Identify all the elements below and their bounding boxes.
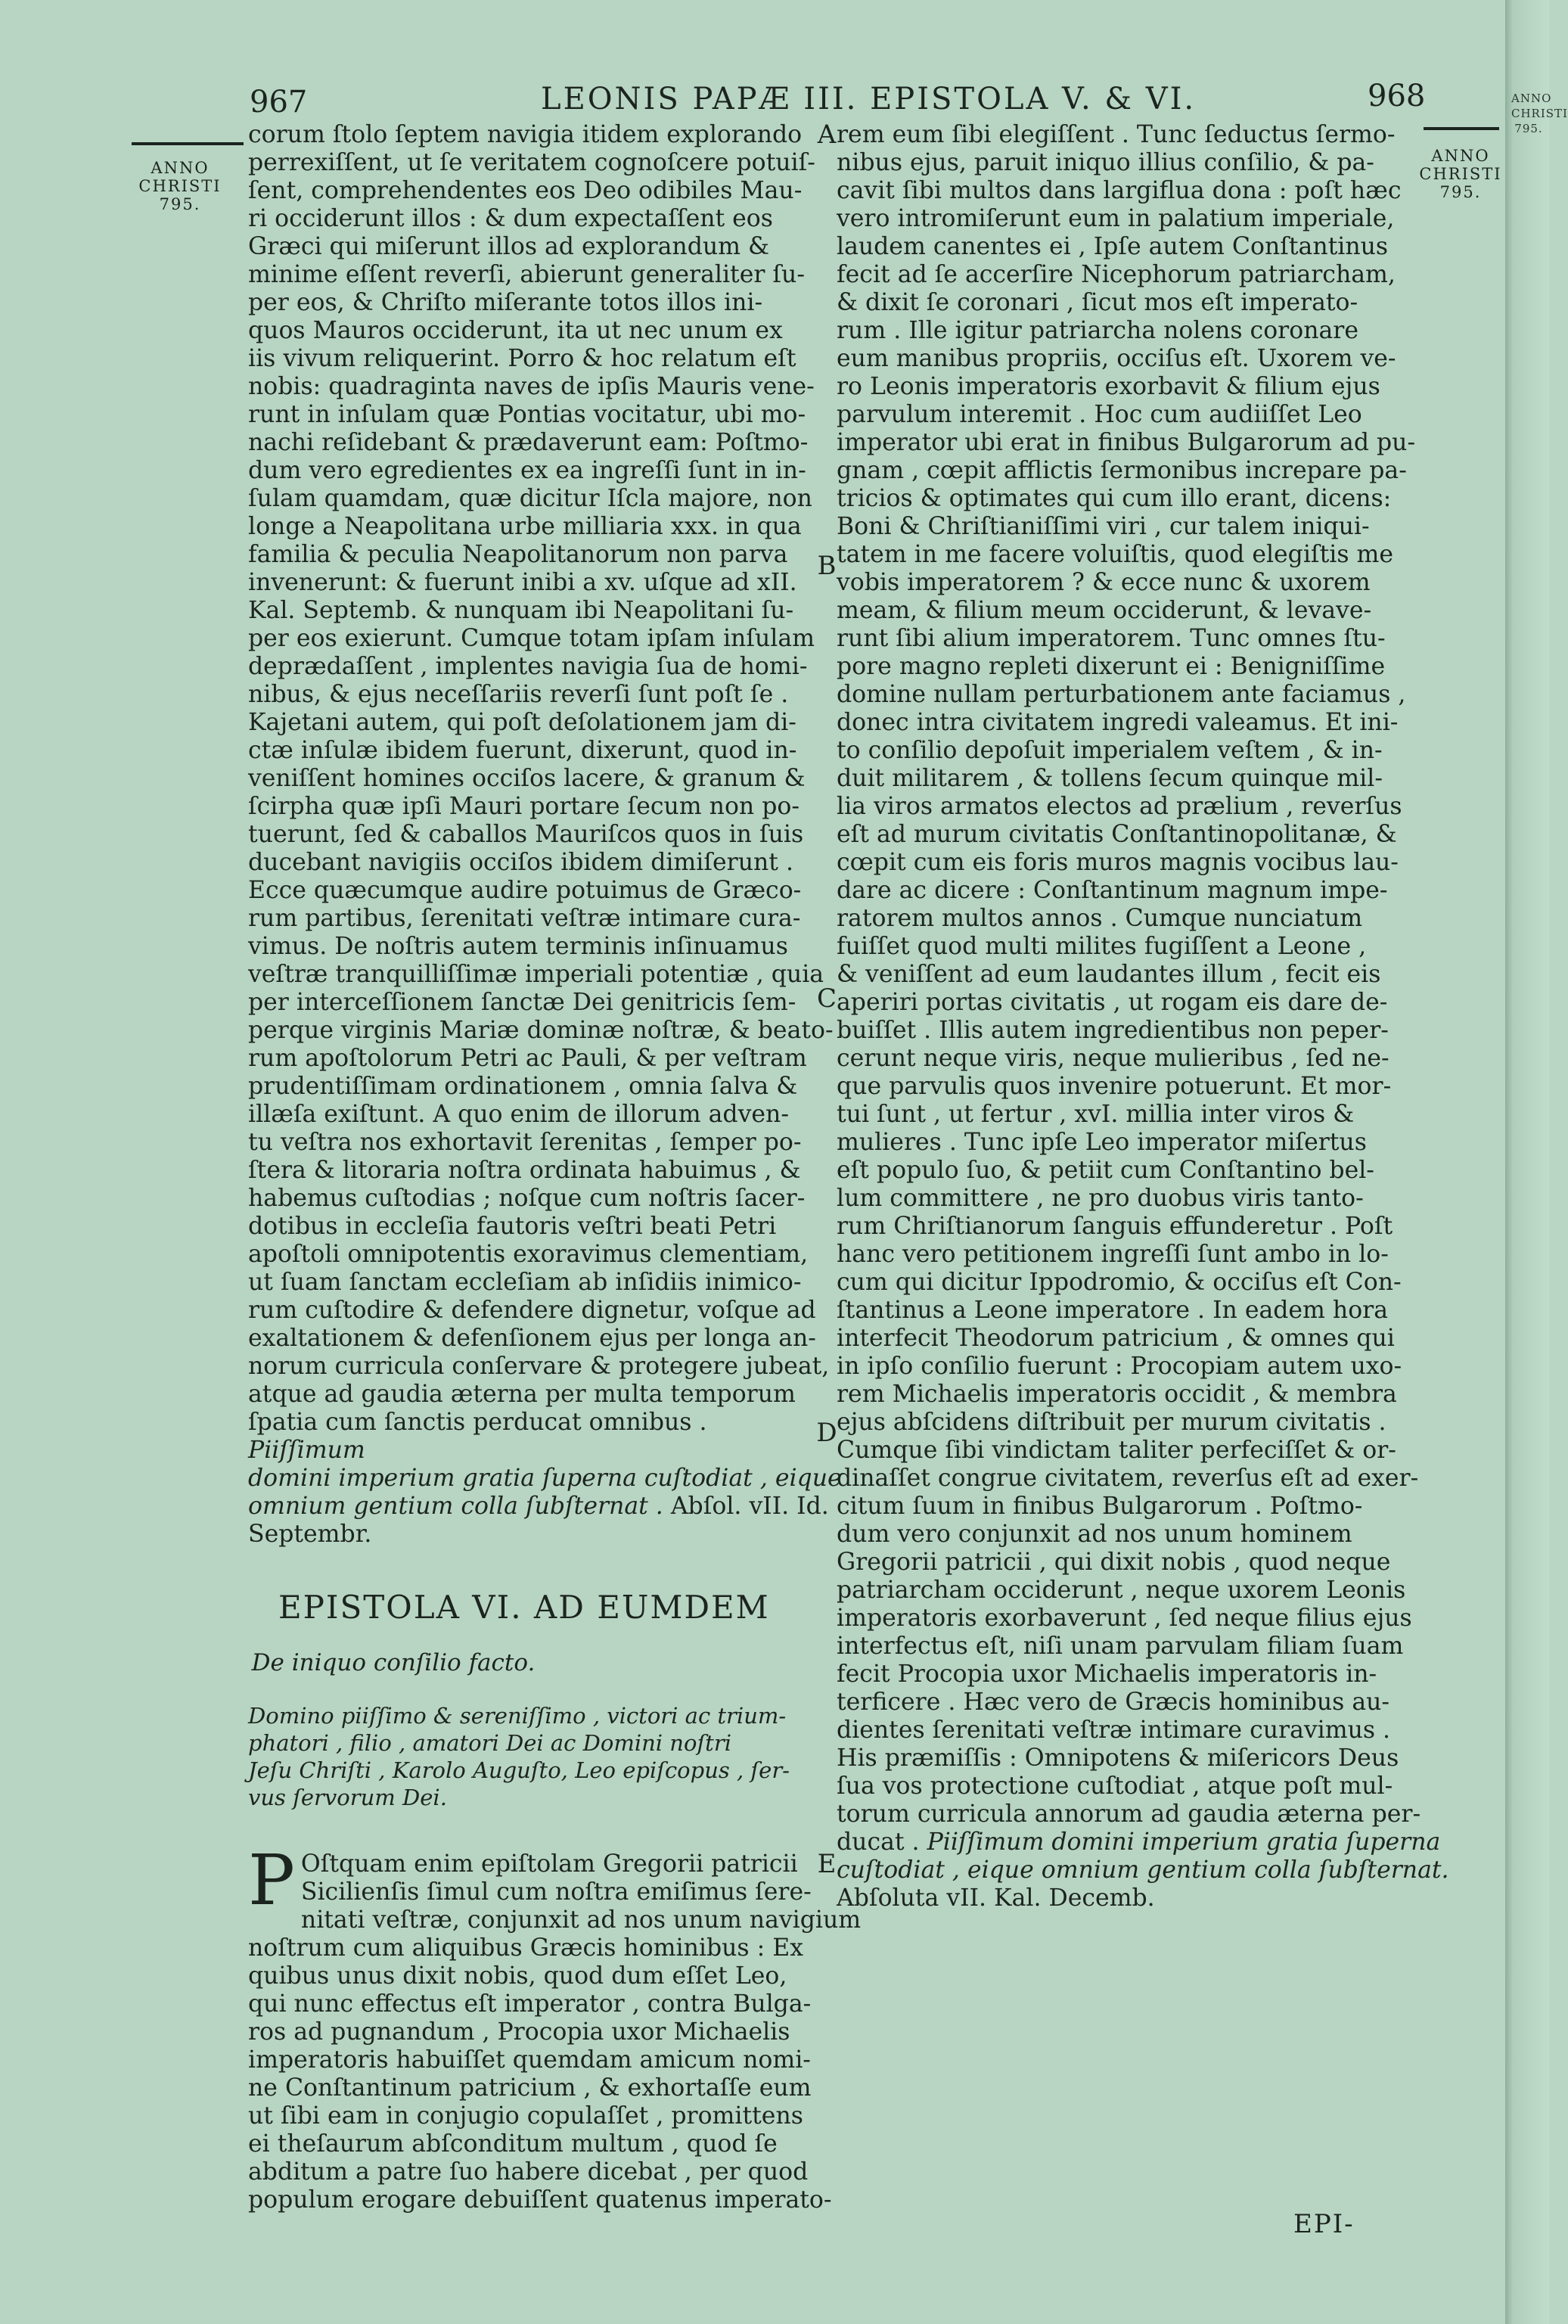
- text-line: domine nullam perturbationem ante faciamus ,: [837, 681, 1406, 708]
- catchword: EPI-: [1293, 2209, 1355, 2239]
- section-marker-d: D: [816, 1418, 837, 1448]
- text-line: corum ſtolo ſeptem navigia itidem explorando: [248, 121, 803, 148]
- epistle6-body: [248, 1840, 862, 2214]
- text-line: interfecit Theodorum patricium , & omnes qui: [837, 1325, 1395, 1352]
- margin-note-line: ANNO: [1431, 147, 1490, 165]
- text-line: atque ad gaudia æterna per multa temporum: [248, 1381, 796, 1408]
- text-line: laudem canentes ei , Ipſe autem Conſtantinus: [837, 233, 1389, 260]
- text-line: rum Chriſtianorum ſanguis effunderetur . Poſt: [837, 1213, 1393, 1240]
- text-line: citum ſuum in finibus Bulgarorum . Poſtmo-: [837, 1493, 1363, 1520]
- right-closing-line-1: [837, 1828, 1441, 1856]
- text-line: rem eum ſibi elegiſſent . Tunc ſeductus ſermo-: [837, 121, 1396, 148]
- page-number-right: 968: [1368, 79, 1426, 113]
- text-line: norum curricula conſervare & protegere jubeat,: [248, 1353, 830, 1380]
- text-line: eſt ad murum civitatis Conſtantinopolitanæ, &: [837, 821, 1397, 848]
- text-line: exaltationem & defenſionem ejus per longa an-: [248, 1325, 816, 1352]
- margin-note-line: ANNO: [151, 159, 210, 177]
- text-line: Cumque ſibi vindictam taliter perfeciſſet & or-: [837, 1437, 1396, 1464]
- text-line: qui nunc effectus eſt imperator , contra Bulga-: [248, 1990, 812, 2018]
- text-line: invenerunt: & fuerunt inibi a xv. uſque ad xII.: [248, 569, 797, 596]
- text-line: ducebant navigiis occiſos ibidem dimiſerunt .: [248, 849, 793, 876]
- epistle-subtitle: De iniquo conſilio facto.: [251, 1649, 536, 1676]
- text-line: fecit Procopia uxor Michaelis imperatoris in-: [837, 1661, 1377, 1688]
- text-line: terficere . Hæc vero de Græcis hominibus au-: [837, 1689, 1390, 1716]
- text-line: duit militarem , & tollens ſecum quinque mil-: [837, 765, 1383, 792]
- text-line: pore magno repleti dixerunt ei : Benigniſſime: [837, 653, 1386, 680]
- margin-rule-left: [132, 142, 244, 145]
- text-line: & veniſſent ad eum laudantes illum , fecit eis: [837, 961, 1381, 988]
- text-line: perque virginis Mariæ dominæ noſtræ, & beato-: [248, 1017, 834, 1044]
- text-line: dare ac dicere : Conſtantinum magnum impe-: [837, 877, 1388, 904]
- text-line: longe a Neapolitana urbe milliaria xxx. in qua: [248, 513, 802, 540]
- text-line: deprædaſſent , implentes navigia ſua de homi-: [248, 653, 808, 680]
- edge-margin-line: ANNO: [1511, 92, 1552, 105]
- salutation: [248, 1702, 790, 1811]
- text-line: lia viros armatos electos ad prælium , reverſus: [837, 793, 1402, 820]
- left-closing-line-2: domini imperium gratia ſuperna cuſtodiat , eique: [248, 1465, 842, 1492]
- text-line: habemus cuſtodias ; noſque cum noſtris ſacer-: [248, 1185, 806, 1212]
- next-page-edge: [1505, 0, 1568, 2324]
- left-closing-date: Abſol. vII. Id.: [670, 1493, 829, 1520]
- text-line: dientes ſerenitati veſtræ intimare curavimus .: [837, 1717, 1391, 1744]
- text-line: ros ad pugnandum , Procopia uxor Michaelis: [248, 2018, 790, 2046]
- text-line: per interceſſionem ſanctæ Dei genitricis ſem-: [248, 989, 796, 1016]
- text-line: populum erogare debuiſſent quatenus imperato-: [248, 2186, 832, 2214]
- text-line: dum vero conjunxit ad nos unum hominem: [837, 1521, 1352, 1548]
- text-line: runt in inſulam quæ Pontias vocitatur, ubi mo-: [248, 401, 806, 428]
- text-line: Græci qui miſerunt illos ad explorandum &: [248, 233, 770, 260]
- text-line: & dixit ſe coronari , ſicut mos eſt imperato-: [837, 289, 1358, 316]
- text-line: tui ſunt , ut fertur , xvI. millia inter viros &: [837, 1101, 1355, 1128]
- salutation-line: Jeſu Chriſti , Karolo Auguſto, Leo epiſcopus , ſer-: [248, 1757, 790, 1783]
- epistle-title: EPISTOLA VI. AD EUMDEM: [278, 1589, 770, 1626]
- text-line: ſpatia cum ſanctis perducat omnibus .: [248, 1409, 707, 1436]
- section-marker-a: A: [817, 120, 837, 150]
- text-line: in ipſo conſilio fuerunt : Procopiam autem uxo-: [837, 1353, 1402, 1380]
- text-line: to conſilio depoſuit imperialem veſtem , & in-: [837, 737, 1383, 764]
- text-line: imperatoris exorbaverunt , ſed neque filius ejus: [837, 1605, 1412, 1632]
- text-line: apoſtoli omnipotentis exoravimus clementiam,: [248, 1241, 809, 1268]
- text-line: quibus unus dixit nobis, quod dum eſſet Leo,: [248, 1962, 787, 1990]
- text-line: familia & peculia Neapolitanorum non parva: [248, 541, 788, 568]
- text-line: eum manibus propriis, occiſus eſt. Uxorem ve-: [837, 345, 1396, 372]
- text-line: dotibus in eccleſia fautoris veſtri beati Petri: [248, 1213, 777, 1240]
- margin-note-line: CHRISTI: [138, 177, 222, 195]
- text-line: rem Michaelis imperatoris occidit , & membra: [837, 1381, 1397, 1408]
- text-line: lum committere , ne pro duobus viris tanto-: [837, 1185, 1364, 1212]
- text-line: donec intra civitatem ingredi valeamus. Et ini-: [837, 709, 1399, 736]
- section-marker-e: E: [817, 1849, 837, 1879]
- margin-note-line: CHRISTI: [1419, 165, 1502, 183]
- text-line: cerunt neque viris, neque mulieribus , ſed ne-: [837, 1045, 1389, 1072]
- text-line: ne Conſtantinum patricium , & exhortaſſe eum: [248, 2074, 812, 2102]
- text-line: ejus abſcidens diſtribuit per murum civitatis .: [837, 1409, 1386, 1436]
- edge-margin-line: 795.: [1514, 122, 1543, 135]
- text-line: ei theſaurum abſconditum multum , quod ſe: [248, 2130, 778, 2158]
- text-line: Ecce quæcumque audire potuimus de Græco-: [248, 877, 802, 904]
- text-line: perrexiſſent, ut ſe veritatem cognoſcere potuiſ-: [248, 149, 815, 176]
- right-column: [837, 121, 1449, 1912]
- right-closing-lead: ducat .: [837, 1828, 927, 1856]
- text-line: ſent, comprehendentes eos Deo odibiles Mau-: [248, 177, 803, 204]
- text-line: ctæ inſulæ ibidem fuerunt, dixerunt, quod in-: [248, 737, 797, 764]
- text-line: rum cuſtodire & defendere dignetur, voſque ad: [248, 1297, 816, 1324]
- margin-note-right: [1419, 147, 1502, 201]
- left-closing-tail: Piiſſimum: [248, 1437, 365, 1464]
- text-line: gnam , cœpit afflictis ſermonibus increpare pa-: [837, 457, 1407, 484]
- text-line: tuerunt, ſed & caballos Mauriſcos quos in ſuis: [248, 821, 804, 848]
- text-line: Kajetani autem, qui poſt deſolationem jam di-: [248, 709, 796, 736]
- text-line: eſt populo ſuo, & petiit cum Conſtantino bel-: [837, 1157, 1374, 1184]
- text-line: ro Leonis imperatoris exorbavit & filium ejus: [837, 373, 1380, 400]
- text-line: fuiſſet quod multi milites fugiſſent a Leone ,: [837, 933, 1367, 960]
- left-closing-line-3: [248, 1493, 829, 1521]
- salutation-line: phatori , filio , amatori Dei ac Domini noſtri: [248, 1730, 731, 1756]
- left-closing-line-1: [248, 1437, 785, 1465]
- text-line: minime eſſent reverſi, abierunt generaliter ſu-: [248, 261, 805, 288]
- text-line: per eos exierunt. Cumque totam ipſam inſulam: [248, 625, 815, 652]
- text-line: aperiri portas civitatis , ut rogam eis dare de-: [837, 989, 1388, 1016]
- epistle6-body-text: [248, 1840, 862, 2214]
- salutation-line: vus ſervorum Dei.: [248, 1785, 447, 1810]
- margin-note-line: 795.: [1439, 183, 1482, 201]
- text-line: runt ſibi alium imperatorem. Tunc omnes ſtu-: [837, 625, 1386, 652]
- text-line: cum qui dicitur Ippodromio, & occiſus eſt Con-: [837, 1269, 1402, 1296]
- text-line: veſtræ tranquilliſſimæ imperiali potentiæ , quia: [248, 961, 824, 988]
- salutation-line: Domino piiſſimo & sereniſſimo , victori ac trium-: [248, 1703, 787, 1729]
- text-line: imperatoris habuiſſet quemdam amicum nomi-: [248, 2046, 811, 2074]
- text-line: rum partibus, ſerenitati veſtræ intimare cura-: [248, 905, 801, 932]
- text-line: torum curricula annorum ad gaudia æterna per-: [837, 1800, 1421, 1828]
- text-line: vimus. De noſtris autem terminis inſinuamus: [248, 933, 788, 960]
- section-marker-b: B: [817, 551, 837, 581]
- text-line: fecit ad ſe accerſire Nicephorum patriarcham,: [837, 261, 1396, 288]
- left-closing-italic: omnium gentium colla ſubſternat .: [248, 1493, 663, 1520]
- text-line: patriarcham occiderunt , neque uxorem Leonis: [837, 1577, 1406, 1604]
- text-line: hanc vero petitionem ingreſſi ſunt ambo in lo-: [837, 1241, 1389, 1268]
- text-line: interfectus eſt, niſi unam parvulam filiam ſuam: [837, 1633, 1404, 1660]
- text-line: tatem in me facere voluiſtis, quod elegiſtis me: [837, 541, 1394, 568]
- text-line: Boni & Chriſtianiſſimi viri , cur talem iniqui-: [837, 513, 1370, 540]
- edge-margin-line: CHRISTI: [1511, 107, 1568, 120]
- section-marker-c: C: [816, 983, 837, 1014]
- text-line: Sicilienſis ſimul cum noſtra emiſimus ſere-: [300, 1878, 812, 1906]
- text-line: per eos, & Chriſto miſerante totos illos ini-: [248, 289, 763, 316]
- text-line: rum . Ille igitur patriarcha nolens coronare: [837, 317, 1358, 344]
- text-line: dum vero egredientes ex ea ingreſſi ſunt in in-: [248, 457, 806, 484]
- text-line: nitati veſtræ, conjunxit ad nos unum navigium: [300, 1906, 862, 1934]
- right-closing-italic-1: Piiſſimum domini imperium gratia ſuperna: [927, 1828, 1441, 1856]
- text-line: meam, & filium meum occiderunt, & levave-: [837, 597, 1372, 624]
- running-title: LEONIS PAPÆ III. EPISTOLA V. & VI.: [541, 82, 1197, 117]
- right-closing-italic-2: cuſtodiat , eique omnium gentium colla ſubſternat.: [837, 1856, 1449, 1884]
- text-line: Gregorii patricii , qui dixit nobis , quod neque: [837, 1549, 1391, 1576]
- margin-note-line: 795.: [159, 195, 201, 213]
- text-line: ratorem multos annos . Cumque nunciatum: [837, 905, 1363, 932]
- text-line: His præmiſſis : Omnipotens & miſericors Deus: [837, 1745, 1399, 1772]
- margin-note-left: [127, 159, 233, 213]
- text-line: nibus ejus, paruit iniquo illius conſilio, & pa-: [837, 149, 1374, 176]
- text-line: cavit ſibi multos dans largiflua dona : poſt hæc: [837, 177, 1402, 204]
- text-line: abditum a patre ſuo habere dicebat , per quod: [248, 2158, 809, 2186]
- text-line: vero intromiſerunt eum in palatium imperiale,: [837, 205, 1395, 232]
- text-line: imperator ubi erat in finibus Bulgarorum ad pu-: [837, 429, 1416, 456]
- text-line: que parvulis quos invenire potuerunt. Et mor-: [837, 1073, 1392, 1100]
- text-line: dinaſſet congrue civitatem, reverſus eſt ad exer-: [837, 1465, 1419, 1492]
- text-line: quos Mauros occiderunt, ita ut nec unum ex: [248, 317, 783, 344]
- text-line: buiſſet . Illis autem ingredientibus non peper-: [837, 1017, 1389, 1044]
- text-line: parvulum interemit . Hoc cum audiiſſet Leo: [837, 401, 1362, 428]
- text-line: ut ſuam ſanctam eccleſiam ab inſidiis inimico-: [248, 1269, 802, 1296]
- margin-rule-right: [1424, 127, 1499, 130]
- text-line: Oſtquam enim epiſtolam Gregorii patricii: [300, 1850, 798, 1878]
- text-line: nobis: quadraginta naves de ipſis Mauris vene-: [248, 373, 815, 400]
- text-line: ut ſibi eam in conjugio copulaſſet , promittens: [248, 2102, 803, 2130]
- text-line: tu veſtra nos exhortavit ſerenitas , ſemper po-: [248, 1129, 802, 1156]
- left-closing-line-4: Septembr.: [248, 1521, 372, 1548]
- right-closing-date: Abſoluta vII. Kal. Decemb.: [837, 1884, 1155, 1912]
- text-line: ſua vos protectione cuſtodiat , atque poſt mul-: [837, 1773, 1393, 1800]
- text-line: nibus, & ejus neceſſariis reverſi ſunt poſt ſe .: [248, 681, 789, 708]
- page-number-left: 967: [250, 85, 308, 120]
- text-line: prudentiſſimam ordinationem , omnia ſalva &: [248, 1073, 798, 1100]
- text-line: ri occiderunt illos : & dum expectaſſent eos: [248, 205, 773, 232]
- text-line: tricios & optimates qui cum illo erant, dicens:: [837, 485, 1392, 512]
- text-line: ſtantinus a Leone imperatore . In eadem hora: [837, 1297, 1389, 1324]
- edge-margin-note: [1511, 91, 1568, 136]
- text-line: nachi reſidebant & prædaverunt eam: Poſtmo-: [248, 429, 809, 456]
- text-line: veniſſent homines occiſos lacere, & granum &: [248, 765, 806, 792]
- text-line: rum apoſtolorum Petri ac Pauli, & per veſtram: [248, 1045, 807, 1072]
- text-line: vobis imperatorem ? & ecce nunc & uxorem: [837, 569, 1371, 596]
- left-column-text: [248, 121, 834, 1437]
- drop-cap: P: [248, 1840, 295, 1921]
- text-line: ſcirpha quæ ipſi Mauri portare ſecum non po-: [248, 793, 800, 820]
- text-line: iis vivum reliquerint. Porro & hoc relatum eſt: [248, 345, 796, 372]
- text-line: ſulam quamdam, quæ dicitur Iſcla majore, non: [248, 485, 812, 512]
- text-line: cœpit cum eis foris muros magnis vocibus lau-: [837, 849, 1399, 876]
- text-line: noſtrum cum aliquibus Græcis hominibus : Ex: [248, 1934, 803, 1962]
- right-column-text: [837, 121, 1421, 1828]
- text-line: illæſa exiſtunt. A quo enim de illorum adven-: [248, 1101, 789, 1128]
- text-line: Kal. Septemb. & nunquam ibi Neapolitani ſu-: [248, 597, 794, 624]
- left-column: [248, 121, 842, 1549]
- text-line: mulieres . Tunc ipſe Leo imperator miſertus: [837, 1129, 1367, 1156]
- text-line: ſtera & litoraria noſtra ordinata habuimus , &: [248, 1157, 801, 1184]
